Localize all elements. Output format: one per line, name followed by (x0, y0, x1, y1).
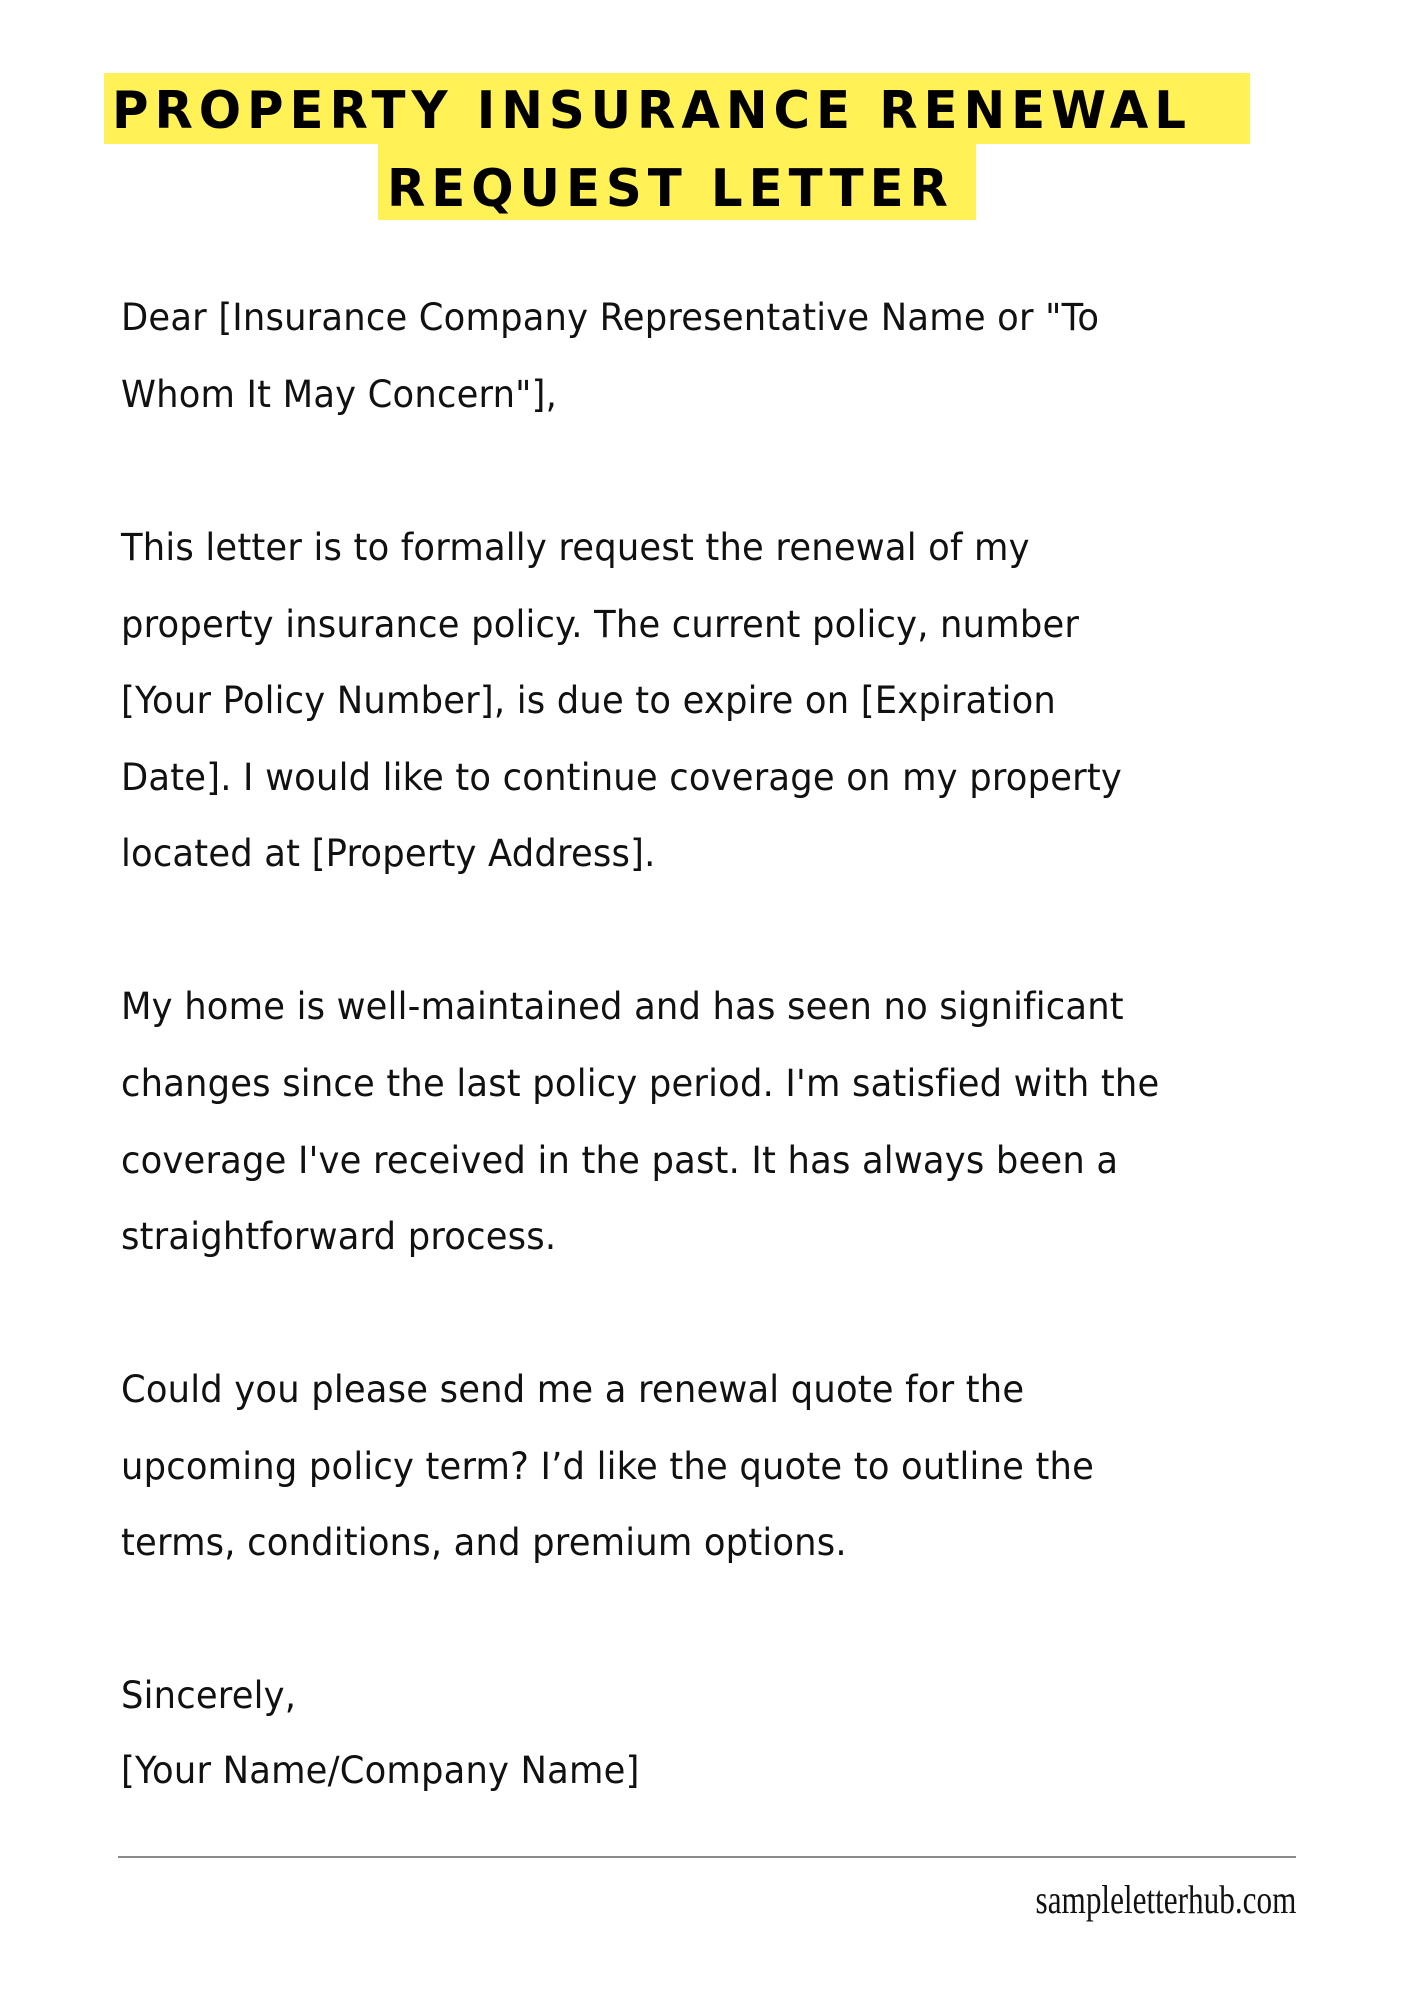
paragraph-1-line-4: Date]. I would like to continue coverage on my property (121, 756, 1122, 799)
page-title-line-1: PROPERTY INSURANCE RENEWAL (112, 81, 1192, 141)
paragraph-3-line-3: terms, conditions, and premium options. (121, 1521, 847, 1564)
paragraph-1-line-1: This letter is to formally request the renewal of my (121, 526, 1030, 569)
paragraph-2-line-3: coverage I've received in the past. It has always been a (121, 1139, 1119, 1182)
paragraph-1-line-5: located at [Property Address]. (121, 832, 656, 875)
paragraph-2-line-2: changes since the last policy period. I'm satisfied with the (121, 1062, 1160, 1105)
salutation-line-2: Whom It May Concern"], (121, 373, 558, 416)
footer-divider (118, 1856, 1296, 1858)
footer-website: sampleletterhub.com (1035, 1877, 1296, 1922)
page-title-line-2: REQUEST LETTER (387, 159, 954, 219)
signature-placeholder: [Your Name/Company Name] (121, 1749, 640, 1792)
paragraph-1-line-3: [Your Policy Number], is due to expire on [Expiration (121, 679, 1056, 722)
paragraph-2-line-4: straightforward process. (121, 1215, 557, 1258)
salutation-line-1: Dear [Insurance Company Representative Name or "To (121, 296, 1100, 339)
closing: Sincerely, (121, 1674, 297, 1717)
paragraph-2-line-1: My home is well-maintained and has seen no significant (121, 985, 1124, 1028)
paragraph-1-line-2: property insurance policy. The current policy, number (121, 603, 1080, 646)
paragraph-3-line-2: upcoming policy term? I’d like the quote to outline the (121, 1445, 1095, 1488)
paragraph-3-line-1: Could you please send me a renewal quote for the (121, 1368, 1025, 1411)
